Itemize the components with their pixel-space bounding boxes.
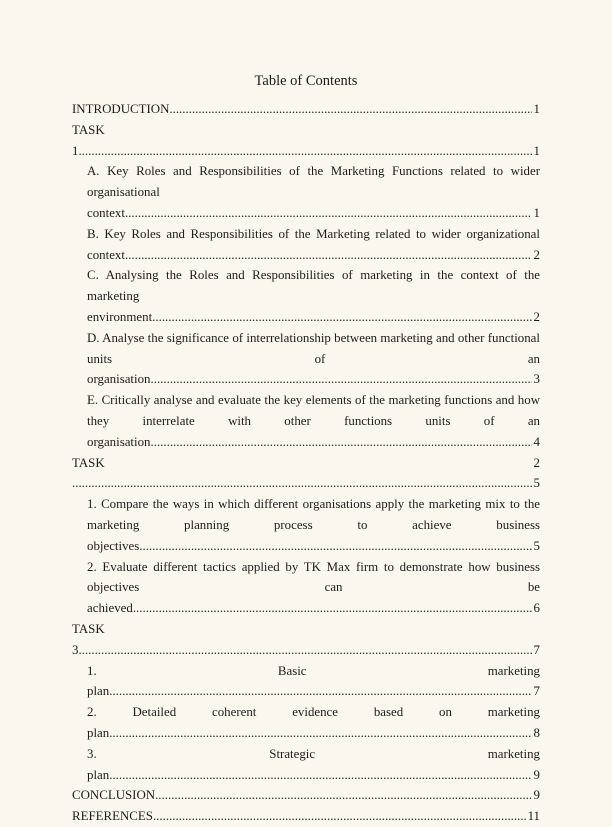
toc-entry[interactable] bbox=[72, 120, 540, 162]
toc-page-number: 7 bbox=[532, 681, 540, 702]
toc-entry-text[interactable]: TASK 2 bbox=[72, 455, 540, 470]
toc-entry[interactable] bbox=[72, 390, 540, 452]
toc-entry[interactable] bbox=[72, 619, 540, 661]
dot-leader bbox=[78, 144, 540, 158]
dot-leader bbox=[151, 435, 541, 449]
toc-entry-text[interactable]: 2. Evaluate different tactics applied by TK Max firm to demonstrate how business objectives can be achieved bbox=[87, 559, 540, 616]
toc-entry[interactable] bbox=[72, 806, 540, 827]
dot-leader bbox=[109, 684, 540, 698]
dot-leader bbox=[78, 643, 540, 657]
toc-entry-text[interactable]: 2. Detailed coherent evidence based on marketing plan bbox=[87, 705, 540, 740]
dot-leader bbox=[109, 768, 540, 782]
toc-entry-text[interactable]: C. Analysing the Roles and Responsibilities of marketing in the context of the marketing environment bbox=[87, 268, 540, 324]
toc-entry-text[interactable]: INTRODUCTION bbox=[72, 102, 170, 116]
dot-leader bbox=[109, 726, 540, 740]
dot-leader bbox=[153, 809, 540, 823]
toc-entry-text[interactable]: 1. Compare the ways in which different organisations apply the marketing mix to the marketing planning process to achieve business objectives bbox=[87, 497, 540, 553]
toc-page-number: 3 bbox=[532, 369, 540, 390]
toc-page-number: 9 bbox=[532, 765, 540, 786]
toc-entry-text[interactable]: 1. Basic marketing plan bbox=[87, 663, 540, 699]
dot-leader bbox=[133, 601, 540, 615]
toc-entry-text[interactable]: TASK 3 bbox=[72, 621, 105, 657]
page-title: Table of Contents bbox=[254, 73, 358, 89]
toc-entry[interactable] bbox=[72, 494, 540, 556]
toc-entry[interactable] bbox=[72, 328, 540, 390]
dot-leader bbox=[125, 248, 540, 262]
dot-leader bbox=[169, 102, 540, 116]
toc-entry[interactable] bbox=[72, 265, 540, 327]
toc-entry[interactable] bbox=[72, 785, 540, 806]
toc-entry[interactable] bbox=[72, 161, 540, 223]
toc-page-number: 8 bbox=[532, 723, 540, 744]
toc-page-number: 5 bbox=[532, 473, 540, 494]
toc-entry[interactable] bbox=[72, 744, 540, 786]
toc-entry[interactable] bbox=[72, 661, 540, 703]
toc-page-number: 5 bbox=[532, 536, 540, 557]
toc-entry[interactable] bbox=[72, 99, 540, 120]
toc-entry-text[interactable]: TASK 1 bbox=[72, 122, 105, 158]
toc-entry-text[interactable]: B. Key Roles and Responsibilities of the Marketing related to wider organizational context bbox=[87, 226, 540, 262]
toc-entry-text[interactable]: REFERENCES bbox=[72, 809, 153, 824]
toc-page-number: 7 bbox=[532, 640, 540, 661]
toc-page-number: 1 bbox=[532, 141, 540, 162]
toc-entry-text[interactable]: E. Critically analyse and evaluate the key elements of the marketing functions and how they interrelate with other functions units of an organisation bbox=[87, 393, 540, 449]
dot-leader bbox=[72, 476, 540, 490]
dot-leader bbox=[155, 788, 540, 802]
dot-leader bbox=[151, 372, 541, 386]
dot-leader bbox=[152, 310, 540, 324]
table-of-contents bbox=[72, 99, 540, 827]
toc-page-number: 4 bbox=[532, 432, 540, 453]
toc-entry[interactable] bbox=[72, 557, 540, 619]
toc-page-number: 11 bbox=[526, 806, 540, 827]
toc-entry[interactable] bbox=[72, 702, 540, 744]
toc-entry-text[interactable]: CONCLUSION bbox=[72, 788, 156, 803]
toc-entry-text[interactable]: A. Key Roles and Responsibilities of the Marketing Functions related to wider organisational context bbox=[87, 164, 540, 220]
dot-leader bbox=[125, 206, 540, 220]
toc-entry[interactable] bbox=[72, 453, 540, 495]
dot-leader bbox=[139, 539, 540, 553]
toc-page-number: 2 bbox=[532, 307, 540, 328]
toc-page-number: 9 bbox=[532, 785, 540, 806]
toc-entry-text[interactable]: 3. Strategic marketing plan bbox=[87, 746, 540, 782]
toc-page-number: 1 bbox=[532, 99, 540, 120]
toc-page-number: 6 bbox=[532, 598, 540, 619]
toc-page-number: 2 bbox=[532, 245, 540, 266]
toc-entry-text[interactable]: D. Analyse the significance of interrelationship between marketing and other functional units of an organisation bbox=[87, 330, 540, 387]
toc-page-number: 1 bbox=[532, 203, 540, 224]
toc-entry[interactable] bbox=[72, 224, 540, 266]
